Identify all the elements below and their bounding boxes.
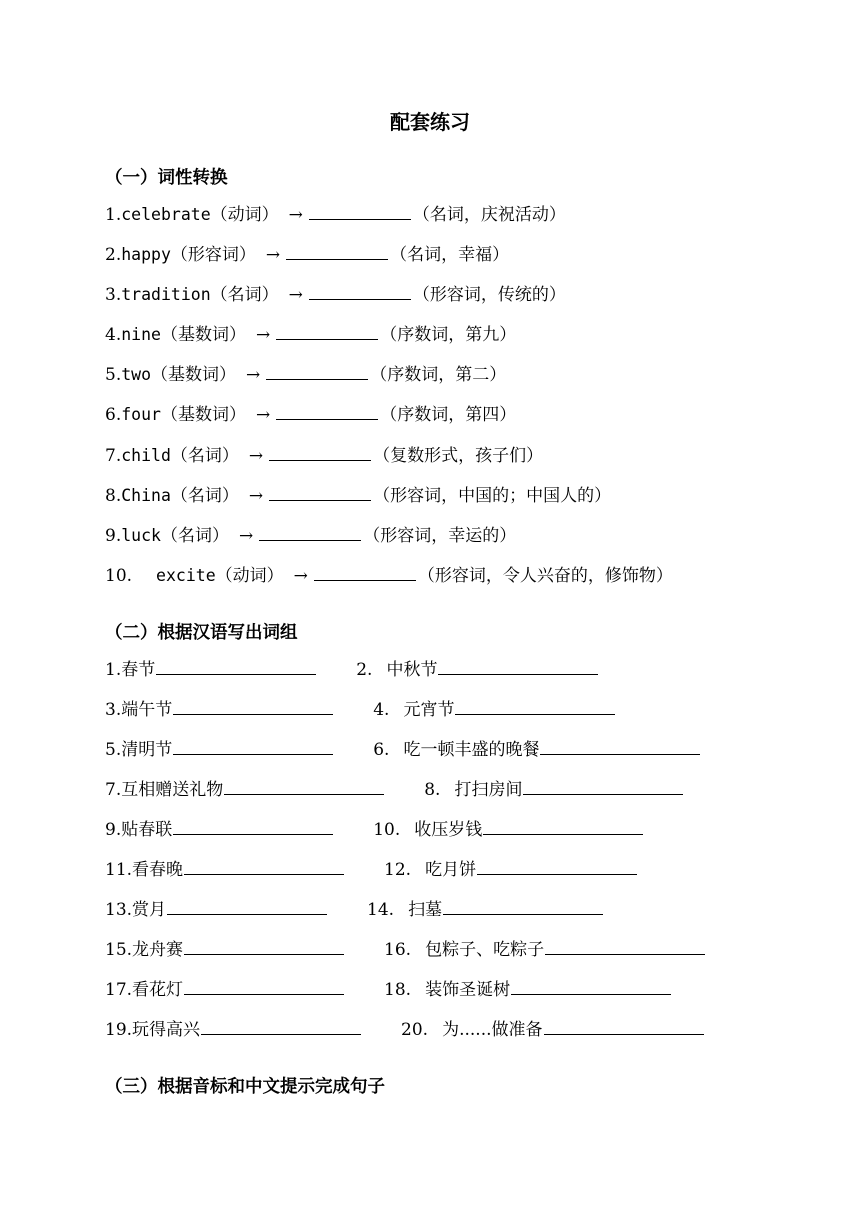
phrase-chinese: 中秋节 <box>386 660 438 680</box>
item-number: 15. <box>105 940 133 960</box>
answer-blank[interactable] <box>167 897 327 915</box>
answer-blank[interactable] <box>477 857 637 875</box>
phrase-item <box>367 897 603 923</box>
phrase-chinese: 春节 <box>121 660 156 680</box>
phrase-row <box>105 817 765 843</box>
phrase-chinese: 清明节 <box>121 740 173 760</box>
answer-blank[interactable] <box>455 697 615 715</box>
answer-blank[interactable] <box>314 563 416 581</box>
phrase-item <box>373 817 643 843</box>
answer-blank[interactable] <box>184 857 344 875</box>
arrow-icon: → <box>248 486 264 506</box>
target-hint: （复数形式，孩子们） <box>373 446 544 466</box>
phrase-item <box>105 697 333 723</box>
target-hint: （序数词，第九） <box>380 325 517 345</box>
phrase-chinese: 吃一顿丰盛的晚餐 <box>403 740 540 760</box>
item-number: 7. <box>105 780 122 800</box>
part-of-speech: （形容词） <box>170 245 256 265</box>
item-number: 1. <box>105 660 122 680</box>
answer-blank[interactable] <box>266 362 368 380</box>
phrase-chinese: 看春晚 <box>132 860 184 880</box>
answer-blank[interactable] <box>309 282 411 300</box>
phrase-chinese: 看花灯 <box>132 980 184 1000</box>
phrase-chinese: 端午节 <box>121 700 173 720</box>
phrase-item <box>373 737 700 763</box>
phrase-item <box>105 937 344 963</box>
phrase-chinese: 互相赠送礼物 <box>121 780 224 800</box>
answer-blank[interactable] <box>224 777 384 795</box>
answer-blank[interactable] <box>443 897 603 915</box>
phrase-chinese: 装饰圣诞树 <box>425 980 511 1000</box>
conversion-item <box>105 443 543 469</box>
answer-blank[interactable] <box>173 697 333 715</box>
answer-blank[interactable] <box>259 523 361 541</box>
phrase-row <box>105 777 765 803</box>
conversion-item <box>105 362 506 388</box>
conversion-item <box>105 402 516 428</box>
target-hint: （名词，幸福） <box>390 245 510 265</box>
phrase-item <box>384 937 705 963</box>
part-of-speech: （名词） <box>160 526 229 546</box>
target-hint: （名词，庆祝活动） <box>412 205 566 225</box>
item-number: 9. <box>105 820 122 840</box>
answer-blank[interactable] <box>309 202 411 220</box>
source-word: excite <box>156 566 216 585</box>
target-hint: （形容词，令人兴奋的，修饰物） <box>417 566 673 586</box>
conversion-item <box>105 523 516 549</box>
section-heading-1: （一）词性转换 <box>105 168 228 188</box>
part-of-speech: （名词） <box>210 285 279 305</box>
conversion-item <box>105 483 611 509</box>
source-word: four <box>121 405 161 424</box>
phrase-row <box>105 1017 765 1043</box>
source-word: luck <box>121 526 161 545</box>
answer-blank[interactable] <box>286 242 388 260</box>
part-of-speech: （基数词） <box>160 405 246 425</box>
arrow-icon: → <box>288 205 303 225</box>
target-hint: （序数词，第二） <box>370 365 507 385</box>
target-hint: （形容词，幸运的） <box>363 526 517 546</box>
item-number: 10. <box>373 820 401 840</box>
item-number: 14. <box>367 900 395 920</box>
source-word: nine <box>121 325 161 344</box>
answer-blank[interactable] <box>544 1017 704 1035</box>
phrase-chinese: 为......做准备 <box>442 1020 543 1040</box>
phrase-chinese: 玩得高兴 <box>132 1020 201 1040</box>
phrase-item <box>356 657 598 683</box>
item-number: 20. <box>401 1020 429 1040</box>
phrase-chinese: 收压岁钱 <box>414 820 483 840</box>
page-title: 配套练习 <box>390 110 470 134</box>
target-hint: （序数词，第四） <box>380 405 517 425</box>
phrase-chinese: 龙舟赛 <box>132 940 184 960</box>
phrase-chinese: 元宵节 <box>403 700 455 720</box>
phrase-row <box>105 897 765 923</box>
phrase-row <box>105 977 765 1003</box>
item-number: 16. <box>384 940 412 960</box>
item-number: 12. <box>384 860 412 880</box>
arrow-icon: → <box>255 405 271 425</box>
part-of-speech: （基数词） <box>151 365 237 385</box>
phrase-item <box>424 777 683 803</box>
part-of-speech: （动词） <box>210 205 279 225</box>
conversion-item <box>105 202 566 228</box>
answer-blank[interactable] <box>276 322 378 340</box>
answer-blank[interactable] <box>184 977 344 995</box>
answer-blank[interactable] <box>483 817 643 835</box>
answer-blank[interactable] <box>156 657 316 675</box>
answer-blank[interactable] <box>523 777 683 795</box>
phrase-item <box>105 737 333 763</box>
phrase-chinese: 打扫房间 <box>454 780 523 800</box>
part-of-speech: （基数词） <box>160 325 246 345</box>
phrase-chinese: 贴春联 <box>121 820 173 840</box>
source-word: tradition <box>121 285 211 304</box>
conversion-item <box>105 242 509 268</box>
phrase-item <box>384 977 671 1003</box>
arrow-icon: → <box>255 325 271 345</box>
phrase-row <box>105 657 765 683</box>
item-number: 19. <box>105 1020 133 1040</box>
phrase-item <box>105 657 316 683</box>
item-number: 1. <box>105 205 122 225</box>
phrase-chinese: 包粽子、吃粽子 <box>425 940 545 960</box>
item-number: 8. <box>424 780 441 800</box>
item-number: 3. <box>105 285 122 305</box>
answer-blank[interactable] <box>201 1017 361 1035</box>
answer-blank[interactable] <box>269 483 371 501</box>
source-word: celebrate <box>121 205 211 224</box>
item-number: 5. <box>105 365 122 385</box>
item-number: 4. <box>105 325 122 345</box>
source-word: China <box>121 486 171 505</box>
target-hint: （形容词，中国的；中国人的） <box>373 486 612 506</box>
arrow-icon: → <box>293 566 308 586</box>
phrase-chinese: 扫墓 <box>408 900 443 920</box>
answer-blank[interactable] <box>269 443 371 461</box>
conversion-item <box>105 563 673 589</box>
target-hint: （形容词，传统的） <box>412 285 566 305</box>
part-of-speech: （名词） <box>170 486 239 506</box>
item-number: 7. <box>105 446 122 466</box>
arrow-icon: → <box>265 245 281 265</box>
arrow-icon: → <box>288 285 303 305</box>
conversion-item <box>105 322 516 348</box>
answer-blank[interactable] <box>184 937 344 955</box>
item-number: 13. <box>105 900 133 920</box>
phrase-item <box>105 1017 361 1043</box>
answer-blank[interactable] <box>438 657 598 675</box>
answer-blank[interactable] <box>545 937 705 955</box>
answer-blank[interactable] <box>511 977 671 995</box>
source-word: two <box>121 365 152 384</box>
item-number: 2. <box>105 245 122 265</box>
item-number: 2. <box>356 660 373 680</box>
item-number: 17. <box>105 980 133 1000</box>
item-number: 6. <box>105 405 122 425</box>
phrase-row <box>105 937 765 963</box>
phrase-row <box>105 737 765 763</box>
phrase-item <box>105 857 344 883</box>
item-number: 18. <box>384 980 412 1000</box>
item-number: 5. <box>105 740 122 760</box>
answer-blank[interactable] <box>540 737 700 755</box>
item-number: 9. <box>105 526 122 546</box>
phrase-item <box>105 817 333 843</box>
answer-blank[interactable] <box>173 737 333 755</box>
item-number: 10. <box>105 566 133 586</box>
source-word: child <box>121 446 171 465</box>
phrase-item <box>105 977 344 1003</box>
phrase-chinese: 赏月 <box>132 900 167 920</box>
phrase-item <box>401 1017 703 1043</box>
item-number: 3. <box>105 700 122 720</box>
phrase-item <box>105 777 384 803</box>
arrow-icon: → <box>246 365 261 385</box>
part-of-speech: （动词） <box>215 566 284 586</box>
source-word: happy <box>121 245 171 264</box>
answer-blank[interactable] <box>276 402 378 420</box>
conversion-item <box>105 282 566 308</box>
item-number: 4. <box>373 700 390 720</box>
phrase-row <box>105 857 765 883</box>
item-number: 11. <box>105 860 133 880</box>
phrase-row <box>105 697 765 723</box>
phrase-chinese: 吃月饼 <box>425 860 477 880</box>
phrase-item <box>384 857 637 883</box>
arrow-icon: → <box>238 526 254 546</box>
section-heading-3: （三）根据音标和中文提示完成句子 <box>105 1077 385 1097</box>
arrow-icon: → <box>248 446 264 466</box>
phrase-item <box>373 697 615 723</box>
part-of-speech: （名词） <box>170 446 239 466</box>
item-number: 6. <box>373 740 390 760</box>
item-number: 8. <box>105 486 122 506</box>
phrase-item <box>105 897 327 923</box>
section-heading-2: （二）根据汉语写出词组 <box>105 623 298 643</box>
answer-blank[interactable] <box>173 817 333 835</box>
